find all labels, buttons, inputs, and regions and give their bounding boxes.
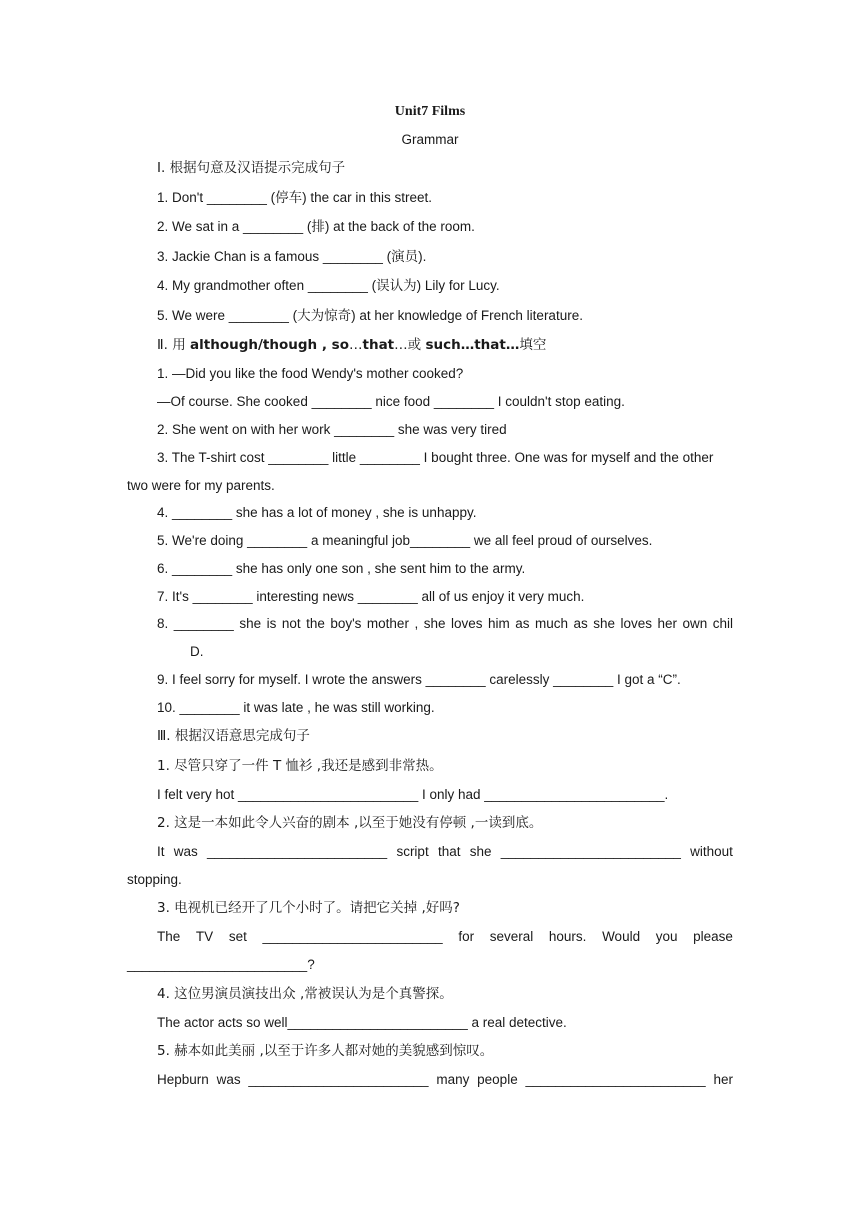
word: for xyxy=(458,929,475,944)
word: she xyxy=(423,616,446,631)
section2-q1-question: 1. —Did you like the food Wendy's mother cooked? xyxy=(157,366,464,381)
word: as xyxy=(573,616,588,631)
section2-heading xyxy=(157,336,733,354)
section2-heading-pre: Ⅱ. 用 xyxy=(157,337,191,353)
word: as xyxy=(515,616,530,631)
section2-q2: 2. She went on with her work ________ she was very tired xyxy=(157,422,507,437)
word: her xyxy=(657,616,677,631)
word: own xyxy=(682,616,708,631)
word: is xyxy=(266,616,277,631)
word: chil xyxy=(712,616,733,631)
word: was xyxy=(173,844,198,859)
word: without xyxy=(690,844,733,859)
section2-q6: 6. ________ she has only one son , she sent him to the army. xyxy=(157,561,526,576)
section1-item-1: 1. Don't ________ (停车) the car in this street. xyxy=(157,190,432,205)
word: not xyxy=(281,616,301,631)
word: several xyxy=(489,929,534,944)
word: she xyxy=(593,616,615,631)
word: set xyxy=(228,929,247,944)
word: ________________________ xyxy=(207,844,388,859)
word: ________________________ xyxy=(262,929,443,944)
section3-q5-english xyxy=(157,1071,733,1089)
word: loves xyxy=(620,616,652,631)
word: Would xyxy=(602,929,641,944)
section3-q4-chinese: 4. 这位男演员演技出众 ,常被误认为是个真警探。 xyxy=(157,986,453,1002)
word: please xyxy=(693,929,733,944)
word: loves xyxy=(450,616,483,631)
word: ________ xyxy=(173,616,234,631)
section3-q4-english: The actor acts so well________________________ a real detective. xyxy=(157,1015,567,1030)
section2-heading-mid-2: …或 xyxy=(394,337,426,353)
word: script xyxy=(396,844,429,859)
section2-heading-bold-1: although/though , so xyxy=(190,337,349,353)
section3-q2-english-line2: stopping. xyxy=(127,872,182,887)
section1-item-2: 2. We sat in a ________ (排) at the back of the room. xyxy=(157,219,475,234)
word: boy's xyxy=(330,616,362,631)
word: her xyxy=(713,1072,733,1087)
section1-heading: Ⅰ. 根据句意及汉语提示完成句子 xyxy=(157,160,346,176)
section2-q8-line2: D. xyxy=(190,644,204,659)
section3-q1-english: I felt very hot ________________________ I only had ________________________. xyxy=(157,787,669,802)
section1-item-4: 4. My grandmother often ________ (误认为) Lily for Lucy. xyxy=(157,278,500,293)
section3-q3-chinese: 3. 电视机已经开了几个小时了。请把它关掉 ,好吗? xyxy=(157,900,460,916)
page-title: Unit7 Films xyxy=(394,104,466,119)
word: ________________________ xyxy=(525,1072,706,1087)
section2-q1-answer: —Of course. She cooked ________ nice food ________ I couldn't stop eating. xyxy=(157,394,625,409)
word: she xyxy=(239,616,262,631)
word: she xyxy=(469,844,492,859)
section2-q3-line2: two were for my parents. xyxy=(127,478,275,493)
section2-q4: 4. ________ she has a lot of money , she is unhappy. xyxy=(157,505,477,520)
word: , xyxy=(414,616,419,631)
section2-q9: 9. I feel sorry for myself. I wrote the answers ________ carelessly ________ I got a “C”. xyxy=(157,672,681,687)
word: 8. xyxy=(157,616,169,631)
word: hours. xyxy=(548,929,587,944)
section2-q10: 10. ________ it was late , he was still working. xyxy=(157,700,435,715)
section1-item-3: 3. Jackie Chan is a famous ________ (演员). xyxy=(157,249,427,264)
word: the xyxy=(306,616,325,631)
page-subtitle: Grammar xyxy=(401,132,459,147)
section2-heading-post: 填空 xyxy=(519,337,547,353)
section3-q1-chinese: 1. 尽管只穿了一件 T 恤衫 ,我还是感到非常热。 xyxy=(157,758,443,774)
word: TV xyxy=(195,929,214,944)
word: Hepburn xyxy=(157,1072,209,1087)
word: that xyxy=(437,844,461,859)
section3-q5-chinese: 5. 赫本如此美丽 ,以至于许多人都对她的美貌感到惊叹。 xyxy=(157,1043,494,1059)
section3-q2-chinese: 2. 这是一本如此令人兴奋的剧本 ,以至于她没有停顿 ,一读到底。 xyxy=(157,815,543,831)
section2-q7: 7. It's ________ interesting news ________ all of us enjoy it very much. xyxy=(157,589,585,604)
section3-q2-english-line1 xyxy=(157,843,733,861)
word: was xyxy=(216,1072,241,1087)
section2-q3-line1: 3. The T-shirt cost ________ little ________ I bought three. One was for myself and the other xyxy=(157,450,714,465)
section2-q8-line1 xyxy=(157,615,733,633)
word: The xyxy=(157,929,181,944)
section3-q3-english-line2: ________________________? xyxy=(127,957,315,972)
section2-heading-mid-1: … xyxy=(349,337,363,353)
word: you xyxy=(655,929,678,944)
section3-q3-english-line1 xyxy=(157,928,733,946)
word: much xyxy=(534,616,568,631)
section1-item-5: 5. We were ________ (大为惊奇) at her knowledge of French literature. xyxy=(157,308,583,323)
word: him xyxy=(487,616,510,631)
section3-heading: Ⅲ. 根据汉语意思完成句子 xyxy=(157,728,310,744)
section2-q5: 5. We're doing ________ a meaningful job________ we all feel proud of ourselves. xyxy=(157,533,653,548)
word: many xyxy=(436,1072,470,1087)
word: mother xyxy=(366,616,409,631)
word: It xyxy=(157,844,165,859)
section2-heading-bold-2: that xyxy=(362,337,395,353)
section2-heading-bold-3: such…that… xyxy=(425,337,520,353)
word: ________________________ xyxy=(500,844,681,859)
word: people xyxy=(477,1072,518,1087)
word: ________________________ xyxy=(248,1072,429,1087)
